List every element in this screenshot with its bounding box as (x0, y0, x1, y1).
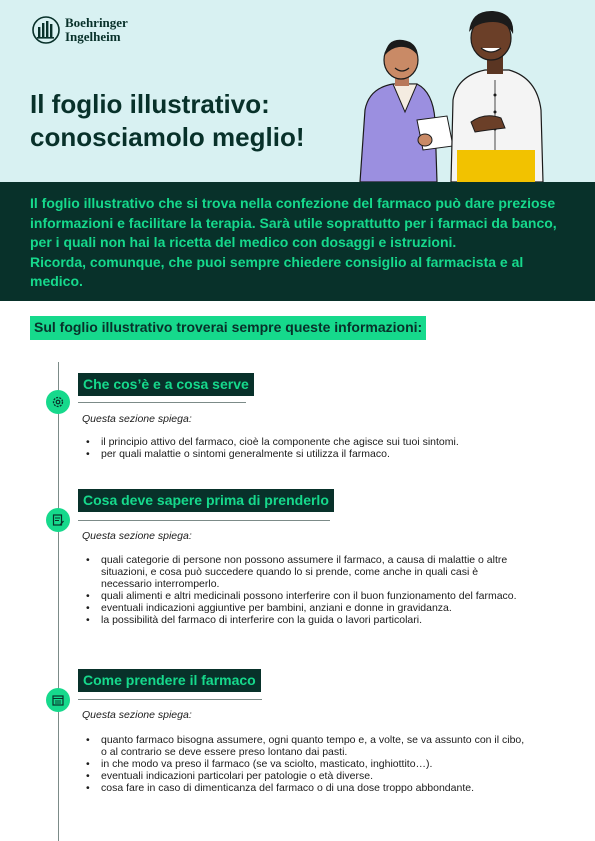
logo (32, 16, 128, 44)
section-divider (78, 520, 330, 521)
timeline-line (58, 362, 59, 841)
edit-document-icon (46, 508, 70, 532)
intro-paragraph-2: Ricorda, comunque, che puoi sempre chiedere consiglio al farmacista e al medico. (30, 253, 524, 289)
page-title (30, 88, 350, 154)
section-title-che-cose: Che cos’è e a cosa serve (78, 373, 254, 396)
section-title-come-prendere: Come prendere il farmaco (78, 669, 261, 692)
list-item: • quali alimenti e altri medicinali possono interferire con il buon funzionamento del farmaco. (86, 590, 526, 602)
intro-band (0, 182, 595, 301)
list-item: • per quali malattie o sintomi generalmente si utilizza il farmaco. (86, 448, 526, 460)
title-line-2: conosciamolo meglio! (30, 122, 305, 152)
logo-line-2: Ingelheim (65, 29, 121, 44)
list-item: • in che modo va preso il farmaco (se va sciolto, masticato, inghiottito…). (86, 758, 526, 770)
section-title-cosa-deve-sapere: Cosa deve sapere prima di prenderlo (78, 489, 334, 512)
header (0, 0, 595, 182)
subheading: Sul foglio illustrativo troverai sempre queste informazioni: (30, 316, 426, 340)
list-item: • la possibilità del farmaco di interferire con la guida o lavori particolari. (86, 614, 526, 626)
section-divider (78, 699, 262, 700)
bullet-list (86, 436, 526, 460)
section-intro: Questa sezione spiega: (82, 413, 192, 425)
list-item: • cosa fare in caso di dimenticanza del farmaco o di una dose troppo abbondante. (86, 782, 526, 794)
list-item: • eventuali indicazioni aggiuntive per bambini, anziani e donne in gravidanza. (86, 602, 526, 614)
list-item: • eventuali indicazioni particolari per patologie o età diverse. (86, 770, 526, 782)
intro-paragraph-1: Il foglio illustrativo che si trova nella confezione del farmaco può dare preziose informazioni e facilitare la terapia. Sarà utile soprattutto per i farmaci da banco, per i quali non hai la ricetta del medico con dosaggi e istruzioni. (30, 195, 557, 250)
section-divider (78, 402, 246, 403)
section-intro: Questa sezione spiega: (82, 530, 192, 542)
title-line-1: Il foglio illustrativo: (30, 89, 270, 119)
logo-line-1: Boehringer (65, 15, 128, 30)
bullet-list (86, 554, 526, 626)
boehringer-logo-icon (32, 16, 60, 44)
calendar-icon (46, 688, 70, 712)
bullet-list (86, 734, 526, 794)
gear-icon (46, 390, 70, 414)
list-item: • quali categorie di persone non possono assumere il farmaco, a causa di malattie o altre situazioni, e cosa può succedere quando lo si prende, come anche in quali casi è necessario interromperlo. (86, 554, 526, 590)
list-item: • quanto farmaco bisogna assumere, ogni quanto tempo e, a volte, se va assunto con il cibo, o al contrario se deve essere preso lontano dai pasti. (86, 734, 526, 758)
people-reading-leaflet-illustration (355, 0, 595, 182)
section-intro: Questa sezione spiega: (82, 709, 192, 721)
list-item: • il principio attivo del farmaco, cioè la componente che agisce sui tuoi sintomi. (86, 436, 526, 448)
